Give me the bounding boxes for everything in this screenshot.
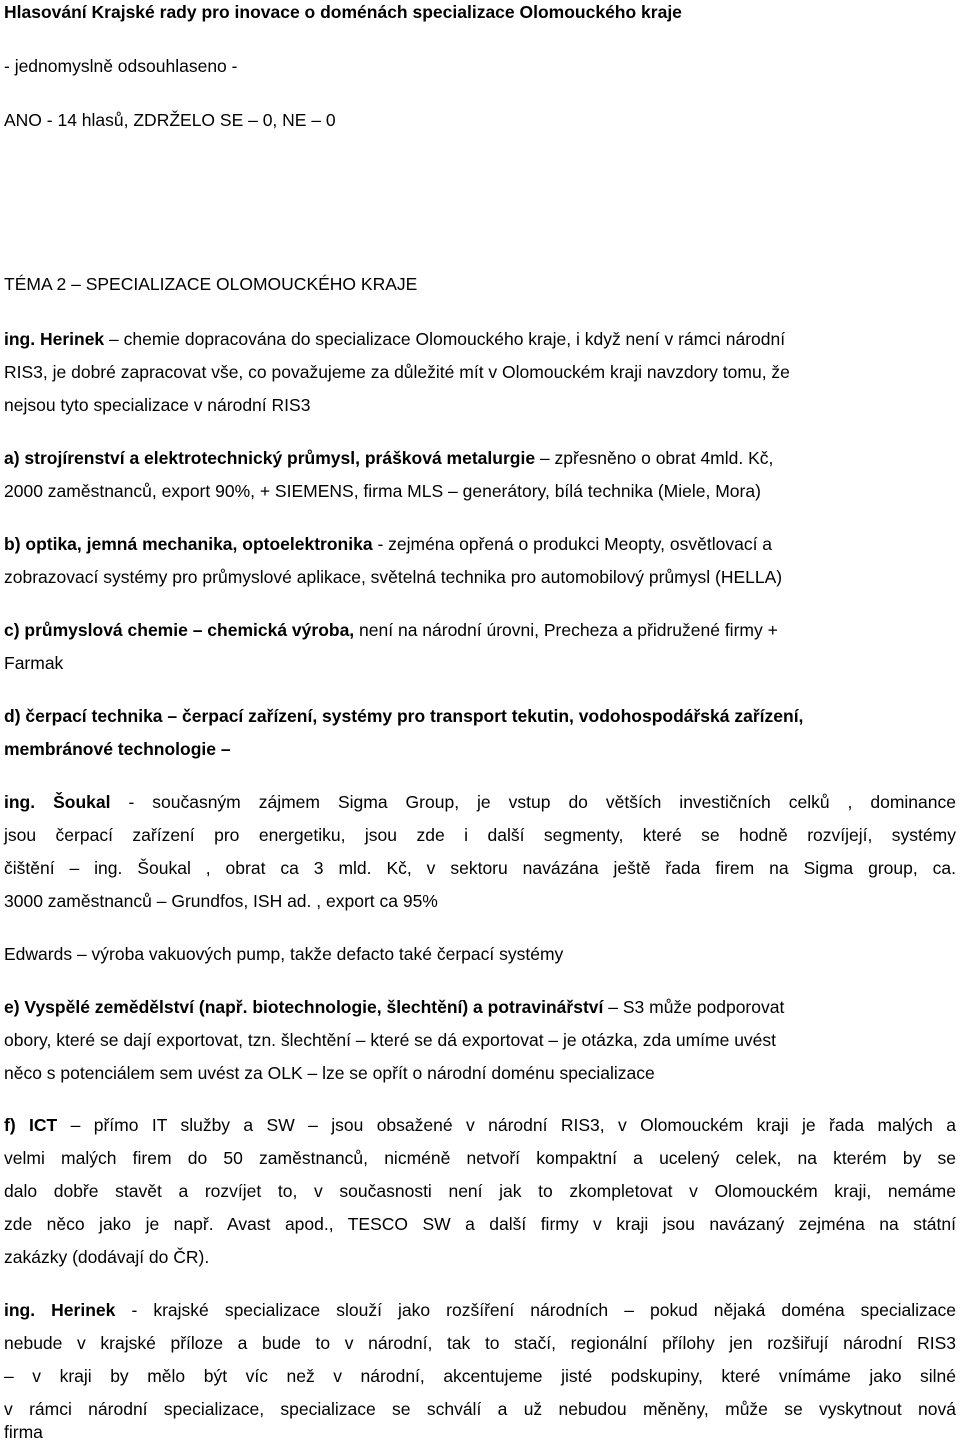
item-d-line-2: membránové technologie – bbox=[4, 739, 231, 759]
herinek2-line-1: ing. Herinek - krajské specializace slouží jako rozšíření národních – pokud nějaká doména specializace bbox=[4, 1300, 956, 1320]
soukal-line-2: jsou čerpací zařízení pro energetiku, jsou zde i další segmenty, které se hodně rozvíjejí, systémy bbox=[4, 825, 956, 845]
document-title: Hlasování Krajské rady pro inovace o doménách specializace Olomouckého kraje bbox=[4, 2, 682, 22]
intro-paragraph-line-2: RIS3, je dobré zapracovat vše, co považujeme za důležité mít v Olomouckém kraji navzdory tomu, že bbox=[4, 362, 790, 382]
item-f-line-3: dalo dobře stavět a rozvíjet to, v současnosti není jak to zkompletovat v Olomouckém kraji, nemáme bbox=[4, 1181, 956, 1201]
item-a-line-2: 2000 zaměstnanců, export 90%, + SIEMENS, firma MLS – generátory, bílá technika (Miele, Mora) bbox=[4, 481, 761, 501]
item-d-line-1: d) čerpací technika – čerpací zařízení, systémy pro transport tekutin, vodohospodářská zařízení, bbox=[4, 706, 804, 726]
item-e-line-2: obory, které se dají exportovat, tzn. šlechtění – které se dá exportovat – je otázka, zda umíme uvést bbox=[4, 1030, 777, 1050]
item-c-line-2: Farmak bbox=[4, 653, 64, 673]
item-f-line-2: velmi malých firem do 50 zaměstnanců, nicméně netvoří kompaktní a ucelený celek, na kterém by se bbox=[4, 1148, 956, 1168]
herinek2-line-3: – v kraji by mělo být víc než v národní, akcentujeme jisté podskupiny, které vnímáme jako silné bbox=[4, 1366, 956, 1386]
herinek2-line-2: nebude v krajské příloze a bude to v národní, tak to stačí, regionální přílohy jen rozšiřují národní RIS3 bbox=[4, 1333, 956, 1353]
item-a-line-1: a) strojírenství a elektrotechnický průmysl, prášková metalurgie – zpřesněno o obrat 4mld. Kč, bbox=[4, 448, 774, 468]
item-c-line-1: c) průmyslová chemie – chemická výroba, není na národní úrovni, Precheza a přidružené firmy + bbox=[4, 620, 778, 640]
item-e-line-1: e) Vyspělé zemědělství (např. biotechnologie, šlechtění) a potravinářství – S3 může podporovat bbox=[4, 997, 785, 1017]
intro-paragraph-line-1: ing. Herinek – chemie dopracována do specializace Olomouckého kraje, i když není v rámci národní bbox=[4, 329, 786, 349]
item-b-line-2: zobrazovací systémy pro průmyslové aplikace, světelná technika pro automobilový průmysl (HELLA) bbox=[4, 567, 783, 587]
item-b-line-1: b) optika, jemná mechanika, optoelektronika - zejména opřená o produkci Meopty, osvětlovací a bbox=[4, 534, 773, 554]
item-f-line-1: f) ICT – přímo IT služby a SW – jsou obsažené v národní RIS3, v Olomouckém kraji je řada malých a bbox=[4, 1115, 956, 1135]
soukal-line-3: čištění – ing. Šoukal , obrat ca 3 mld. Kč, v sektoru navázána ještě řada firem na Sigma group, ca. bbox=[4, 858, 956, 878]
soukal-line-1: ing. Šoukal - současným zájmem Sigma Group, je vstup do větších investičních celků , dominance bbox=[4, 792, 956, 812]
herinek2-line-5: firma bbox=[4, 1422, 43, 1442]
soukal-line-4: 3000 zaměstnanců – Grundfos, ISH ad. , export ca 95% bbox=[4, 891, 438, 911]
herinek2-line-4: v rámci národní specializace, specializace se schválí a už nebudou měněny, může se vyskytnout nová bbox=[4, 1399, 956, 1419]
vote-result: ANO - 14 hlasů, ZDRŽELO SE – 0, NE – 0 bbox=[4, 110, 336, 130]
approval-note: - jednomyslně odsouhlaseno - bbox=[4, 56, 238, 76]
intro-paragraph-line-3: nejsou tyto specializace v národní RIS3 bbox=[4, 395, 311, 415]
item-f-line-5: zakázky (dodávají do ČR). bbox=[4, 1247, 210, 1267]
topic-heading: TÉMA 2 – SPECIALIZACE OLOMOUCKÉHO KRAJE bbox=[4, 274, 418, 294]
edwards-note: Edwards – výroba vakuových pump, takže defacto také čerpací systémy bbox=[4, 944, 564, 964]
item-e-line-3: něco s potenciálem sem uvést za OLK – lze se opřít o národní doménu specializace bbox=[4, 1063, 655, 1083]
item-f-line-4: zde něco jako je např. Avast apod., TESCO SW a další firmy v kraji jsou navázaný zejména na státní bbox=[4, 1214, 956, 1234]
